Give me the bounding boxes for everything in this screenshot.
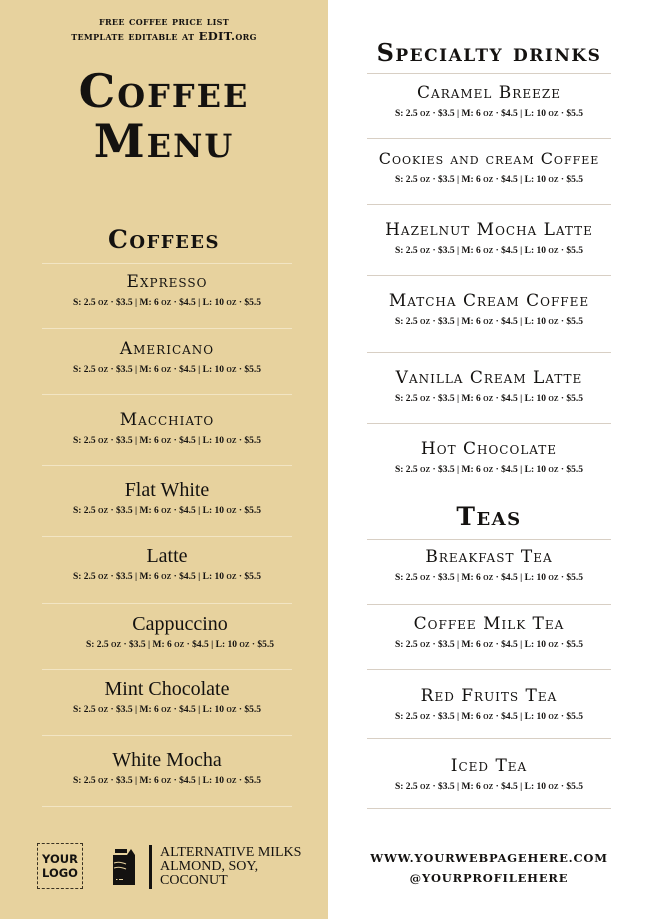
item-name: Caramel Breeze <box>417 83 561 103</box>
item-price: S: 2.5 oz · $3.5 | M: 6 oz · $4.5 | L: 10 oz · $5.5 <box>72 436 262 446</box>
item-price: S: 2.5 oz · $3.5 | M: 6 oz · $4.5 | L: 10 oz · $5.5 <box>394 394 584 404</box>
divider <box>42 465 292 466</box>
divider <box>367 669 611 670</box>
contact-info <box>328 848 650 888</box>
divider <box>367 204 611 205</box>
divider <box>367 539 611 540</box>
item-name: Red Fruits Tea <box>420 686 558 706</box>
item-price: S: 2.5 oz · $3.5 | M: 6 oz · $4.5 | L: 10 oz · $5.5 <box>72 776 262 786</box>
item-price: S: 2.5 oz · $3.5 | M: 6 oz · $4.5 | L: 10 oz · $5.5 <box>72 572 262 582</box>
item-price: S: 2.5 oz · $3.5 | M: 6 oz · $4.5 | L: 10 oz · $5.5 <box>394 712 584 722</box>
divider <box>367 138 611 139</box>
item-name: Coffee Milk Tea <box>413 614 565 634</box>
menu-item-mint-chocolate <box>42 678 292 717</box>
divider <box>367 423 611 424</box>
divider <box>367 352 611 353</box>
item-price: S: 2.5 oz · $3.5 | M: 6 oz · $4.5 | L: 10 oz · $5.5 <box>394 175 584 185</box>
item-name: Cappuccino <box>132 613 228 635</box>
promo-line-2 <box>0 29 328 44</box>
teas-heading: Teas <box>456 502 522 531</box>
menu-item-matcha-cream-coffee <box>328 290 650 329</box>
menu-item-breakfast-tea <box>328 546 650 585</box>
menu-item-red-fruits-tea <box>328 685 650 724</box>
milk-carton-icon <box>111 849 137 885</box>
menu-item-americano <box>42 338 292 377</box>
item-name: Flat White <box>124 479 210 501</box>
alternative-milks-text <box>160 846 301 888</box>
item-price: S: 2.5 oz · $3.5 | M: 6 oz · $4.5 | L: 10 oz · $5.5 <box>394 640 584 650</box>
divider <box>367 738 611 739</box>
divider <box>367 275 611 276</box>
item-name: Vanilla Cream Latte <box>395 368 583 388</box>
menu-item-vanilla-cream-latte <box>328 367 650 406</box>
divider <box>42 328 292 329</box>
item-name: Latte <box>146 545 188 567</box>
promo-line-2-text: template editable at EDIT.org <box>71 29 257 43</box>
coffees-heading: Coffees <box>107 225 221 254</box>
menu-item-flat-white <box>42 479 292 518</box>
item-name: Cookies and cream Coffee <box>378 149 600 168</box>
item-name: Matcha Cream Coffee <box>388 291 590 311</box>
item-price: S: 2.5 oz · $3.5 | M: 6 oz · $4.5 | L: 10 oz · $5.5 <box>394 782 584 792</box>
menu-item-iced-tea <box>328 755 650 794</box>
item-name: Breakfast Tea <box>425 547 553 567</box>
milks-line-2: ALMOND, SOY, <box>160 859 259 874</box>
item-name: Hazelnut Mocha Latte <box>385 220 593 240</box>
item-name: Hot Chocolate <box>420 439 558 459</box>
logo-placeholder <box>37 843 83 889</box>
divider <box>367 808 611 809</box>
item-name: Macchiato <box>119 410 215 430</box>
milks-line-1: ALTERNATIVE MILKS <box>160 845 302 860</box>
milks-line-3: COCONUT <box>160 873 228 888</box>
item-price: S: 2.5 oz · $3.5 | M: 6 oz · $4.5 | L: 10 oz · $5.5 <box>72 298 262 308</box>
divider <box>42 806 292 807</box>
menu-item-cappuccino <box>55 613 305 652</box>
profile-handle: @YOURPROFILEHERE <box>409 871 569 885</box>
specialty-heading: Specialty drinks <box>376 38 602 67</box>
item-name: Iced Tea <box>450 756 528 776</box>
website-text: WWW.YOURWEBPAGEHERE.COM <box>370 851 608 865</box>
menu-item-caramel-breeze <box>328 82 650 121</box>
menu-title-line-1: Coffee <box>78 64 250 118</box>
menu-item-hazelnut-mocha-latte <box>328 219 650 258</box>
item-name: White Mocha <box>112 749 222 771</box>
item-name: Mint Chocolate <box>104 678 230 700</box>
divider <box>42 669 292 670</box>
menu-item-expresso <box>42 271 292 310</box>
menu-item-latte <box>42 545 292 584</box>
menu-item-cookies-cream-coffee <box>328 148 650 187</box>
menu-item-coffee-milk-tea <box>328 613 650 652</box>
divider <box>42 394 292 395</box>
item-price: S: 2.5 oz · $3.5 | M: 6 oz · $4.5 | L: 10 oz · $5.5 <box>72 705 262 715</box>
item-price: S: 2.5 oz · $3.5 | M: 6 oz · $4.5 | L: 10 oz · $5.5 <box>394 246 584 256</box>
item-price: S: 2.5 oz · $3.5 | M: 6 oz · $4.5 | L: 10 oz · $5.5 <box>394 573 584 583</box>
divider <box>42 603 292 604</box>
promo-text <box>0 14 328 44</box>
menu-item-hot-chocolate <box>328 438 650 477</box>
right-panel <box>328 0 650 919</box>
divider <box>42 263 292 264</box>
divider <box>42 536 292 537</box>
item-name: Americano <box>119 339 215 359</box>
item-price: S: 2.5 oz · $3.5 | M: 6 oz · $4.5 | L: 10 oz · $5.5 <box>72 365 262 375</box>
item-price: S: 2.5 oz · $3.5 | M: 6 oz · $4.5 | L: 10 oz · $5.5 <box>394 465 584 475</box>
divider-bar <box>149 845 152 889</box>
item-price: S: 2.5 oz · $3.5 | M: 6 oz · $4.5 | L: 10 oz · $5.5 <box>394 317 584 327</box>
logo-line-1: YOUR <box>42 852 78 866</box>
menu-title-line-2: Menu <box>93 114 235 168</box>
promo-line-1: free coffee price list <box>99 14 229 28</box>
item-price: S: 2.5 oz · $3.5 | M: 6 oz · $4.5 | L: 10 oz · $5.5 <box>394 109 584 119</box>
menu-title <box>0 66 328 166</box>
menu-item-macchiato <box>42 409 292 448</box>
divider <box>42 735 292 736</box>
item-price: S: 2.5 oz · $3.5 | M: 6 oz · $4.5 | L: 10 oz · $5.5 <box>72 506 262 516</box>
menu-item-white-mocha <box>42 749 292 788</box>
item-name: Expresso <box>126 272 208 292</box>
divider <box>367 73 611 74</box>
item-price: S: 2.5 oz · $3.5 | M: 6 oz · $4.5 | L: 10 oz · $5.5 <box>85 640 275 650</box>
divider <box>367 604 611 605</box>
logo-line-2: LOGO <box>42 866 78 880</box>
